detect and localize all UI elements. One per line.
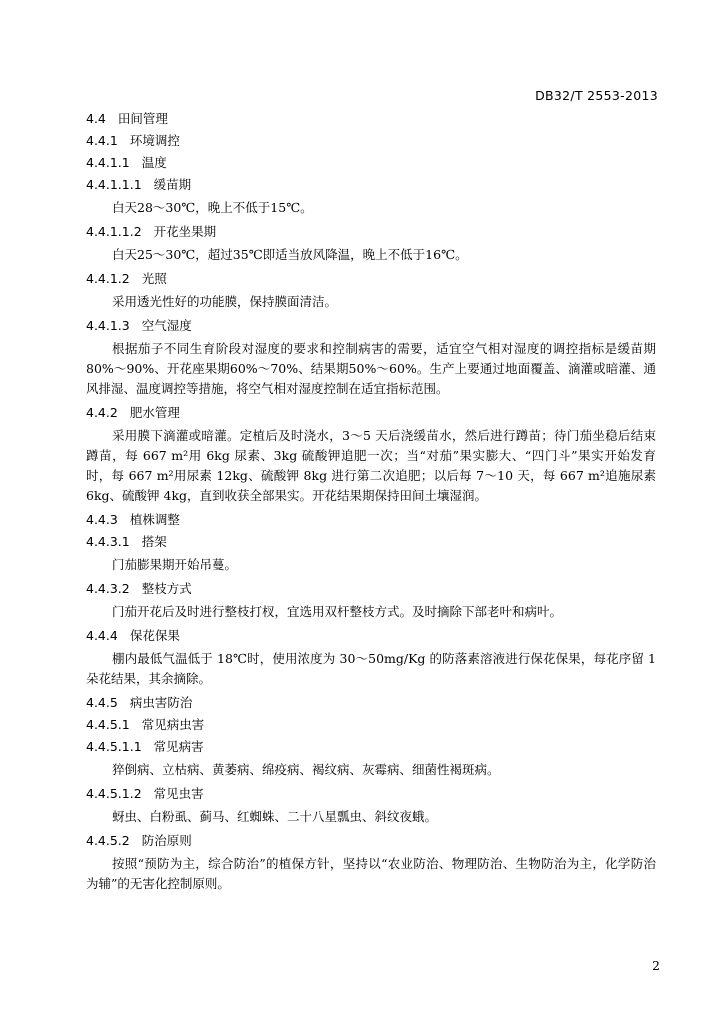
section-title: 植株调整 xyxy=(129,512,180,527)
section-title: 开花坐果期 xyxy=(153,224,217,239)
section-title: 常见病虫害 xyxy=(141,717,205,732)
section-heading xyxy=(86,578,656,600)
section-number: 4.4.2 xyxy=(86,405,118,420)
paragraph: 根据茄子不同生育阶段对湿度的要求和控制病害的需要，适宜空气相对湿度的调控指标是缓苗期80%～90%、开花座果期60%～70%、结果期50%～60%。生产上要通过地面覆盖、滴灌或暗灌、通风排湿、温度调控等措施，将空气相对湿度控制在适宜指标范围。 xyxy=(86,341,656,396)
section-heading xyxy=(86,625,656,647)
section-title: 常见病害 xyxy=(153,739,204,754)
section-title: 温度 xyxy=(141,155,167,170)
section-heading xyxy=(86,736,656,758)
section-title: 防治原则 xyxy=(141,833,192,848)
paragraph: 棚内最低气温低于 18℃时，使用浓度为 30～50mg/Kg 的防落素溶液进行保花保果，每花序留 1 朵花结果，其余摘除。 xyxy=(86,651,656,686)
section-title: 肥水管理 xyxy=(129,405,180,420)
section-heading xyxy=(86,509,656,531)
section-number: 4.4.1.1.1 xyxy=(86,177,142,192)
section-number: 4.4.5.1.1 xyxy=(86,739,142,754)
paragraph: 白天28～30℃，晚上不低于15℃。 xyxy=(112,200,313,215)
section-title: 搭架 xyxy=(141,534,167,549)
section-number: 4.4.5 xyxy=(86,695,118,710)
section-heading xyxy=(86,402,656,424)
section-number: 4.4.1.1.2 xyxy=(86,224,142,239)
section-number: 4.4.1 xyxy=(86,133,118,148)
section-heading xyxy=(86,692,656,714)
section-title: 常见虫害 xyxy=(153,786,204,801)
section-title: 空气湿度 xyxy=(141,318,192,333)
paragraph: 采用透光性好的功能膜，保持膜面清洁。 xyxy=(112,294,338,309)
section-heading xyxy=(86,152,656,174)
section-heading xyxy=(86,221,656,243)
section-heading xyxy=(86,315,656,337)
section-heading xyxy=(86,268,656,290)
page-number: 2 xyxy=(652,958,660,973)
section-heading xyxy=(86,174,656,196)
section-title: 病虫害防治 xyxy=(129,695,193,710)
section-heading xyxy=(86,108,656,130)
section-title: 田间管理 xyxy=(117,111,168,126)
document-body xyxy=(86,108,656,897)
section-title: 光照 xyxy=(141,271,167,286)
section-number: 4.4.1.1 xyxy=(86,155,130,170)
section-title: 缓苗期 xyxy=(153,177,192,192)
section-heading xyxy=(86,783,656,805)
section-title: 环境调控 xyxy=(129,133,180,148)
paragraph: 蚜虫、白粉虱、蓟马、红蜘蛛、二十八星瓢虫、斜纹夜蛾。 xyxy=(112,809,438,824)
section-number: 4.4.3.1 xyxy=(86,534,130,549)
paragraph: 采用膜下滴灌或暗灌。定植后及时浇水，3～5 天后浇缓苗水，然后进行蹲苗；待门茄坐稳后结束蹲苗，每 667 m²用 6kg 尿素、3kg 硫酸钾追肥一次；当“对茄”果实膨大、“四门斗”果实开始发育时，每 667 m²用尿素 12kg、硫酸钾 8kg 进行第二次追肥；以后每 7～10 天，每 667 m²追施尿素 6kg、硫酸钾 4kg，直到收获全部果实。开花结果期保持田间土壤湿润。 xyxy=(86,428,656,503)
section-heading xyxy=(86,531,656,553)
document-number: DB32/T 2553-2013 xyxy=(535,88,658,103)
section-heading xyxy=(86,130,656,152)
section-number: 4.4.5.1 xyxy=(86,717,130,732)
paragraph: 门茄开花后及时进行整枝打杈，宜选用双杆整枝方式。及时摘除下部老叶和病叶。 xyxy=(112,604,563,619)
section-number: 4.4.3.2 xyxy=(86,581,130,596)
section-number: 4.4.5.2 xyxy=(86,833,130,848)
section-number: 4.4.1.3 xyxy=(86,318,130,333)
section-heading xyxy=(86,714,656,736)
section-number: 4.4 xyxy=(86,111,106,126)
paragraph: 按照“预防为主，综合防治”的植保方针，坚持以“农业防治、物理防治、生物防治为主，化学防治为辅”的无害化控制原则。 xyxy=(86,856,656,891)
section-heading xyxy=(86,830,656,852)
paragraph: 猝倒病、立枯病、黄萎病、绵疫病、褐纹病、灰霉病、细菌性褐斑病。 xyxy=(112,762,500,777)
paragraph: 门茄膨果期开始吊蔓。 xyxy=(112,557,238,572)
section-number: 4.4.4 xyxy=(86,628,118,643)
section-number: 4.4.1.2 xyxy=(86,271,130,286)
section-number: 4.4.3 xyxy=(86,512,118,527)
section-title: 保花保果 xyxy=(129,628,180,643)
paragraph: 白天25～30℃，超过35℃即适当放风降温，晚上不低于16℃。 xyxy=(112,247,468,262)
section-number: 4.4.5.1.2 xyxy=(86,786,142,801)
section-title: 整枝方式 xyxy=(141,581,192,596)
